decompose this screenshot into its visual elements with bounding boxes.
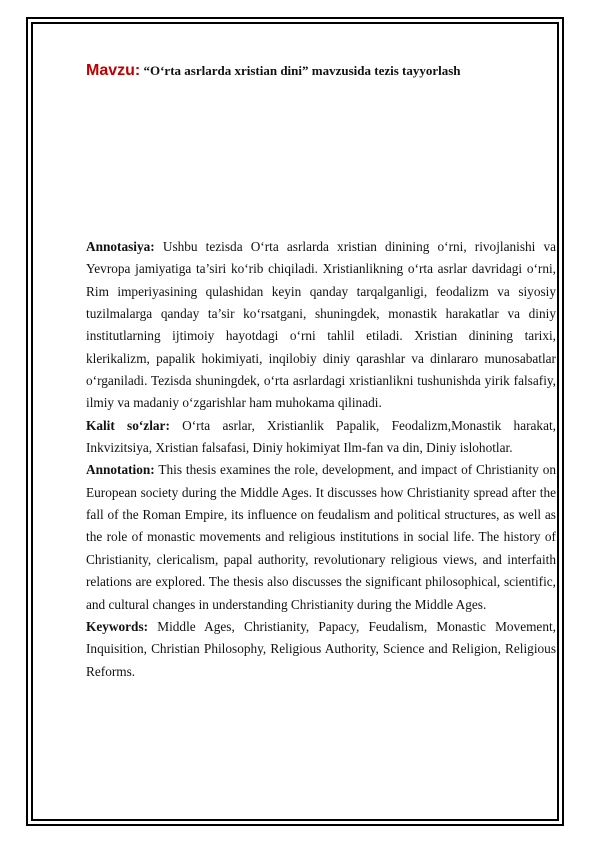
annotasiya-text: Ushbu tezisda O‘rta asrlarda xristian dinining o‘rni, rivojlanishi va Yevropa jamiyatiga ta’siri ko‘rib chiqiladi. Xristianlikning o‘rta asrlar davridagi o‘rni, Rim imperiyasining qulashidan keyin qanday tarqalganligi, feodalizm va siyosiy tuzilmalarga qanday ta’sir ko‘rsatgani, shuningdek, monastik harakatlar va diniy institutlarning ijtimoiy hayotdagi o‘rni tahlil etiladi. Xristian dinining tarixi, klerikalizm, papalik hokimiyati, inqilobiy diniy qarashlar va dinlararo munosabatlar o‘rganiladi. Tezisda shuningdek, o‘rta asrlardagi xristianlikni tushunishda yirik falsafiy, ilmiy va madaniy o‘zgarishlar ham muhokama qilinadi. — [86, 239, 557, 411]
kalit-sozlar-text: O‘rta asrlar, Xristianlik Papalik, Feodalizm,Monastik harakat, Inkvizitsiya, Xristian falsafasi, Diniy hokimiyat Ilm-fan va din, Diniy islohotlar. — [86, 417, 557, 456]
kalit-sozlar-label: Kalit so‘zlar: — [86, 417, 170, 433]
title-text: “O‘rta asrlarda xristian dini” mavzusida tezis tayyorlash — [143, 63, 461, 78]
page-title — [86, 62, 556, 80]
annotation-text: This thesis examines the role, development, and impact of Christianity on European society during the Middle Ages. It discusses how Christianity spread after the fall of the Roman Empire, its influence on feudalism and political structures, as well as the role of monastic movements and religious institutions in social life. The history of Christianity, clericalism, papal authority, revolutionary religious views, and interfaith relations are explored. The thesis also discusses the significant philosophical, scientific, and cultural changes in understanding Christianity during the Middle Ages. — [86, 462, 556, 612]
title-label: Mavzu: — [86, 62, 141, 79]
annotation-paragraph — [86, 459, 556, 615]
kalit-sozlar-paragraph — [86, 415, 556, 460]
keywords-text: Middle Ages, Christianity, Papacy, Feudalism, Monastic Movement, Inquisition, Christian Philosophy, Religious Authority, Science and Religion, Religious Reforms. — [86, 618, 557, 679]
keywords-label: Keywords: — [86, 618, 149, 634]
annotation-label: Annotation: — [86, 462, 155, 478]
annotasiya-label: Annotasiya: — [86, 239, 155, 254]
keywords-paragraph — [86, 616, 556, 683]
document-body — [86, 236, 556, 683]
annotasiya-paragraph — [86, 236, 556, 415]
